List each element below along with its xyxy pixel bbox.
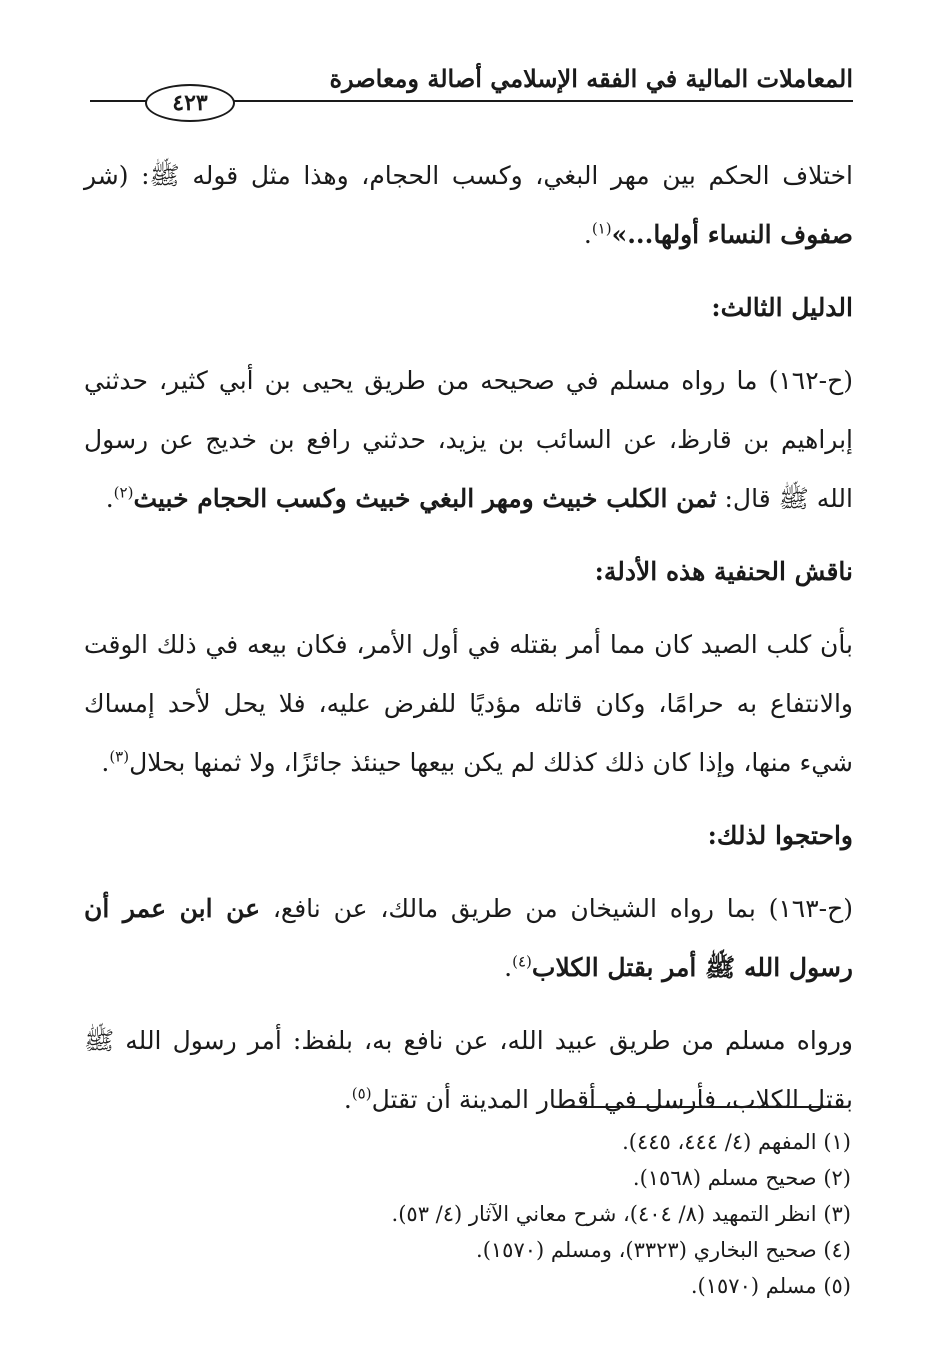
hadith-text: ثمن الكلب خبيث ومهر البغي خبيث وكسب الحجام خبيث [133, 484, 717, 513]
footnote-item: (٥) مسلم (١٥٧٠). [690, 1274, 851, 1298]
section-heading: ناقش الحنفية هذه الأدلة: [594, 557, 853, 586]
section-heading: الدليل الثالث: [711, 293, 853, 322]
footnote-item: (١) المفهم (٤/ ٤٤٤، ٤٤٥). [622, 1130, 851, 1154]
footnotes [71, 1124, 851, 1304]
main-text [84, 146, 853, 1129]
footnote-ref: (٤) [512, 952, 532, 971]
footnote-ref: (٢) [113, 483, 134, 502]
footnote-ref: (٣) [109, 747, 130, 766]
footnote-separator [556, 1106, 846, 1108]
footnote-ref: (١) [591, 219, 612, 238]
hadith-text: عن ابن عمر أن رسول الله ﷺ أمر بقتل الكلاب [84, 894, 853, 982]
footnote-item: (٣) انظر التمهيد (٨/ ٤٠٤)، شرح معاني الآثار (٤/ ٥٣). [391, 1202, 851, 1226]
paragraph-3: بأن كلب الصيد كان مما أمر بقتله في أول الأمر، فكان بيعه في ذلك الوقت والانتفاع به حرامًا، وكان قاتله مؤديًا للفرض عليه، فلا يحل لأحد إمساك شيء منها، وإذا كان ذلك كذلك لم يكن بيعها حينئذ جائزًا، ولا ثمنها بحلال$^{(٣)}$. [84, 630, 853, 777]
paragraph-4: (ح-١٦٣) بما رواه الشيخان من طريق مالك، عن نافع، عن ابن عمر أن رسول الله ﷺ أمر بقتل الكلاب$^{(٤)}$. [84, 894, 853, 982]
paragraph-1: اختلاف الحكم بين مهر البغي، وكسب الحجام، وهذا مثل قوله ﷺ: (شر صفوف النساء أولها...»$^{(١)}$. [84, 161, 853, 249]
running-header-title: المعاملات المالية في الفقه الإسلامي أصالة ومعاصرة [329, 64, 853, 93]
footnote-item: (٤) صحيح البخاري (٣٣٢٣)، ومسلم (١٥٧٠). [476, 1238, 851, 1262]
page-number-badge: ٤٢٣ [145, 84, 235, 122]
footnote-item: (٢) صحيح مسلم (١٥٦٨). [632, 1166, 851, 1190]
footnote-ref: (٥) [351, 1084, 372, 1103]
paragraph-2: (ح-١٦٢) ما رواه مسلم في صحيحه من طريق يحيى بن أبي كثير، حدثني إبراهيم بن قارظ، عن السائب بن يزيد، حدثني رافع بن خديج عن رسول الله ﷺ قال: ثمن الكلب خبيث ومهر البغي خبيث وكسب الحجام خبيث$^{(٢)}$. [84, 366, 853, 513]
paragraph-5: ورواه مسلم من طريق عبيد الله، عن نافع به، بلفظ: أمر رسول الله ﷺ بقتل الكلاب، فأرسل في أقطار المدينة أن تقتل$^{(٥)}$. [84, 1026, 853, 1114]
section-heading: واحتجوا لذلك: [707, 821, 853, 850]
hadith-text: صفوف النساء أولها...» [611, 220, 853, 249]
